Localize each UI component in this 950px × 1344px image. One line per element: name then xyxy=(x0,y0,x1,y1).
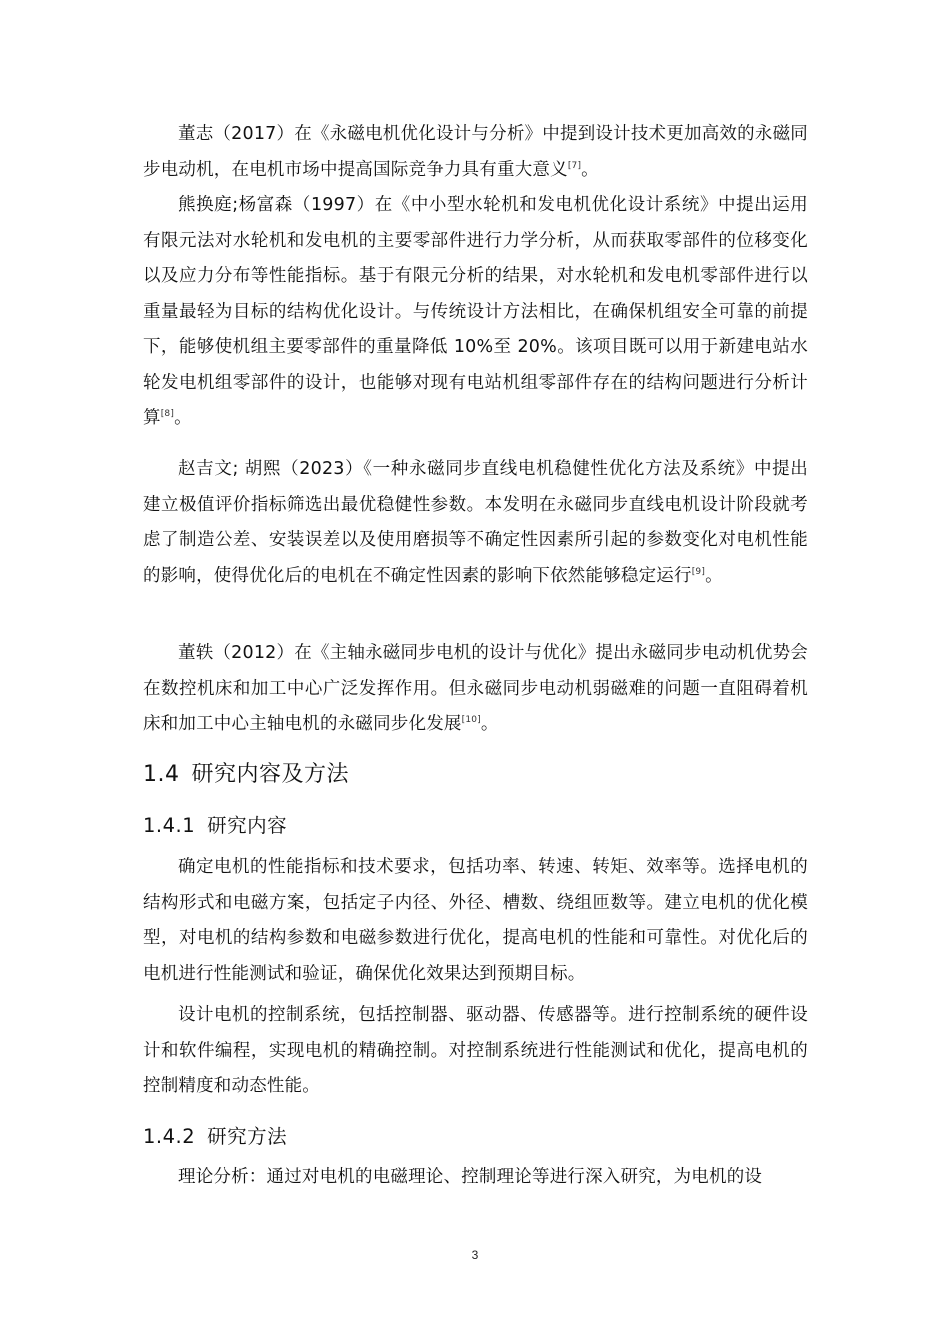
citation-ref[interactable]: [7] xyxy=(567,160,582,171)
subsection-number: 1.4.2 xyxy=(143,1125,196,1148)
subsection-heading-methods xyxy=(143,1123,287,1151)
paragraph-text: 熊换庭;杨富森（1997）在《中小型水轮机和发电机优化设计系统》中提出运用有限元法对水轮机和发电机的主要零部件进行力学分析，从而获取零部件的位移变化以及应力分布等性能指标。基于有限元分析的结果，对水轮机和发电机零部件进行以重量最轻为目标的结构优化设计。与传统设计方法相比，在确保机组安全可靠的前提下，能够使机组主要零部件的重量降低 10%至 20%。该项目既可以用于新建电站水轮发电机组零部件的设计，也能够对现有电站机组零部件存在的结构问题进行分析计算 xyxy=(143,195,808,428)
page-number: 3 xyxy=(471,1248,479,1262)
subsection-title: 研究内容 xyxy=(207,814,288,837)
citation-ref[interactable]: [8] xyxy=(160,409,175,419)
section-number: 1.4 xyxy=(143,762,180,787)
subsection-heading-content xyxy=(143,812,287,840)
citation-ref[interactable]: [9] xyxy=(691,566,706,577)
paragraph-dongzhi: 董志（2017）在《永磁电机优化设计与分析》中提到设计技术更加高效的永磁同步电动机，在电机市场中提高国际竞争力具有重大意义[7]。 xyxy=(143,124,808,180)
paragraph-dongyi: 董轶（2012）在《主轴永磁同步电机的设计与优化》提出永磁同步电动机优势会在数控机床和加工中心广泛发挥作用。但永磁同步电动机弱磁难的问题一直阻碍着机床和加工中心主轴电机的永磁同步化发展[10]。 xyxy=(143,643,808,734)
paragraph-content-1: 确定电机的性能指标和技术要求，包括功率、转速、转矩、效率等。选择电机的结构形式和电磁方案，包括定子内径、外径、槽数、绕组匝数等。建立电机的优化模型，对电机的结构参数和电磁参数进行优化，提高电机的性能和可靠性。对优化后的电机进行性能测试和验证，确保优化效果达到预期目标。 xyxy=(143,857,808,984)
paragraph-text: 董志（2017）在《永磁电机优化设计与分析》中提到设计技术更加高效的永磁同步电动机，在电机市场中提高国际竞争力具有重大意义 xyxy=(143,124,808,180)
paragraph-methods-1: 理论分析：通过对电机的电磁理论、控制理论等进行深入研究，为电机的设 xyxy=(178,1167,763,1187)
section-title: 研究内容及方法 xyxy=(191,762,350,787)
paragraph-text: 董轶（2012）在《主轴永磁同步电机的设计与优化》提出永磁同步电动机优势会在数控机床和加工中心广泛发挥作用。但永磁同步电动机弱磁难的问题一直阻碍着机床和加工中心主轴电机的永磁同步化发展 xyxy=(143,643,808,734)
subsection-number: 1.4.1 xyxy=(143,814,196,837)
subsection-title: 研究方法 xyxy=(207,1125,288,1148)
citation-ref[interactable]: [10] xyxy=(461,715,481,725)
paragraph-xiong-yang: 熊换庭;杨富森（1997）在《中小型水轮机和发电机优化设计系统》中提出运用有限元法对水轮机和发电机的主要零部件进行力学分析，从而获取零部件的位移变化以及应力分布等性能指标。基于有限元分析的结果，对水轮机和发电机零部件进行以重量最轻为目标的结构优化设计。与传统设计方法相比，在确保机组安全可靠的前提下，能够使机组主要零部件的重量降低 10%至 20%。该项目既可以用于新建电站水轮发电机组零部件的设计，也能够对现有电站机组零部件存在的结构问题进行分析计算[8]。 xyxy=(143,195,808,428)
paragraph-content-2: 设计电机的控制系统，包括控制器、驱动器、传感器等。进行控制系统的硬件设计和软件编程，实现电机的精确控制。对控制系统进行性能测试和优化，提高电机的控制精度和动态性能。 xyxy=(143,1005,808,1096)
paragraph-text: 赵吉文; 胡熙（2023）《一种永磁同步直线电机稳健性优化方法及系统》中提出建立极值评价指标筛选出最优稳健性参数。本发明在永磁同步直线电机设计阶段就考虑了制造公差、安装误差以及使用磨损等不确定性因素所引起的参数变化对电机性能的影响，使得优化后的电机在不确定性因素的影响下依然能够稳定运行 xyxy=(143,459,808,586)
section-heading xyxy=(143,760,349,790)
paragraph-zhao-hu: 赵吉文; 胡熙（2023）《一种永磁同步直线电机稳健性优化方法及系统》中提出建立极值评价指标筛选出最优稳健性参数。本发明在永磁同步直线电机设计阶段就考虑了制造公差、安装误差以及使用磨损等不确定性因素所引起的参数变化对电机性能的影响，使得优化后的电机在不确定性因素的影响下依然能够稳定运行[9]。 xyxy=(143,459,808,586)
